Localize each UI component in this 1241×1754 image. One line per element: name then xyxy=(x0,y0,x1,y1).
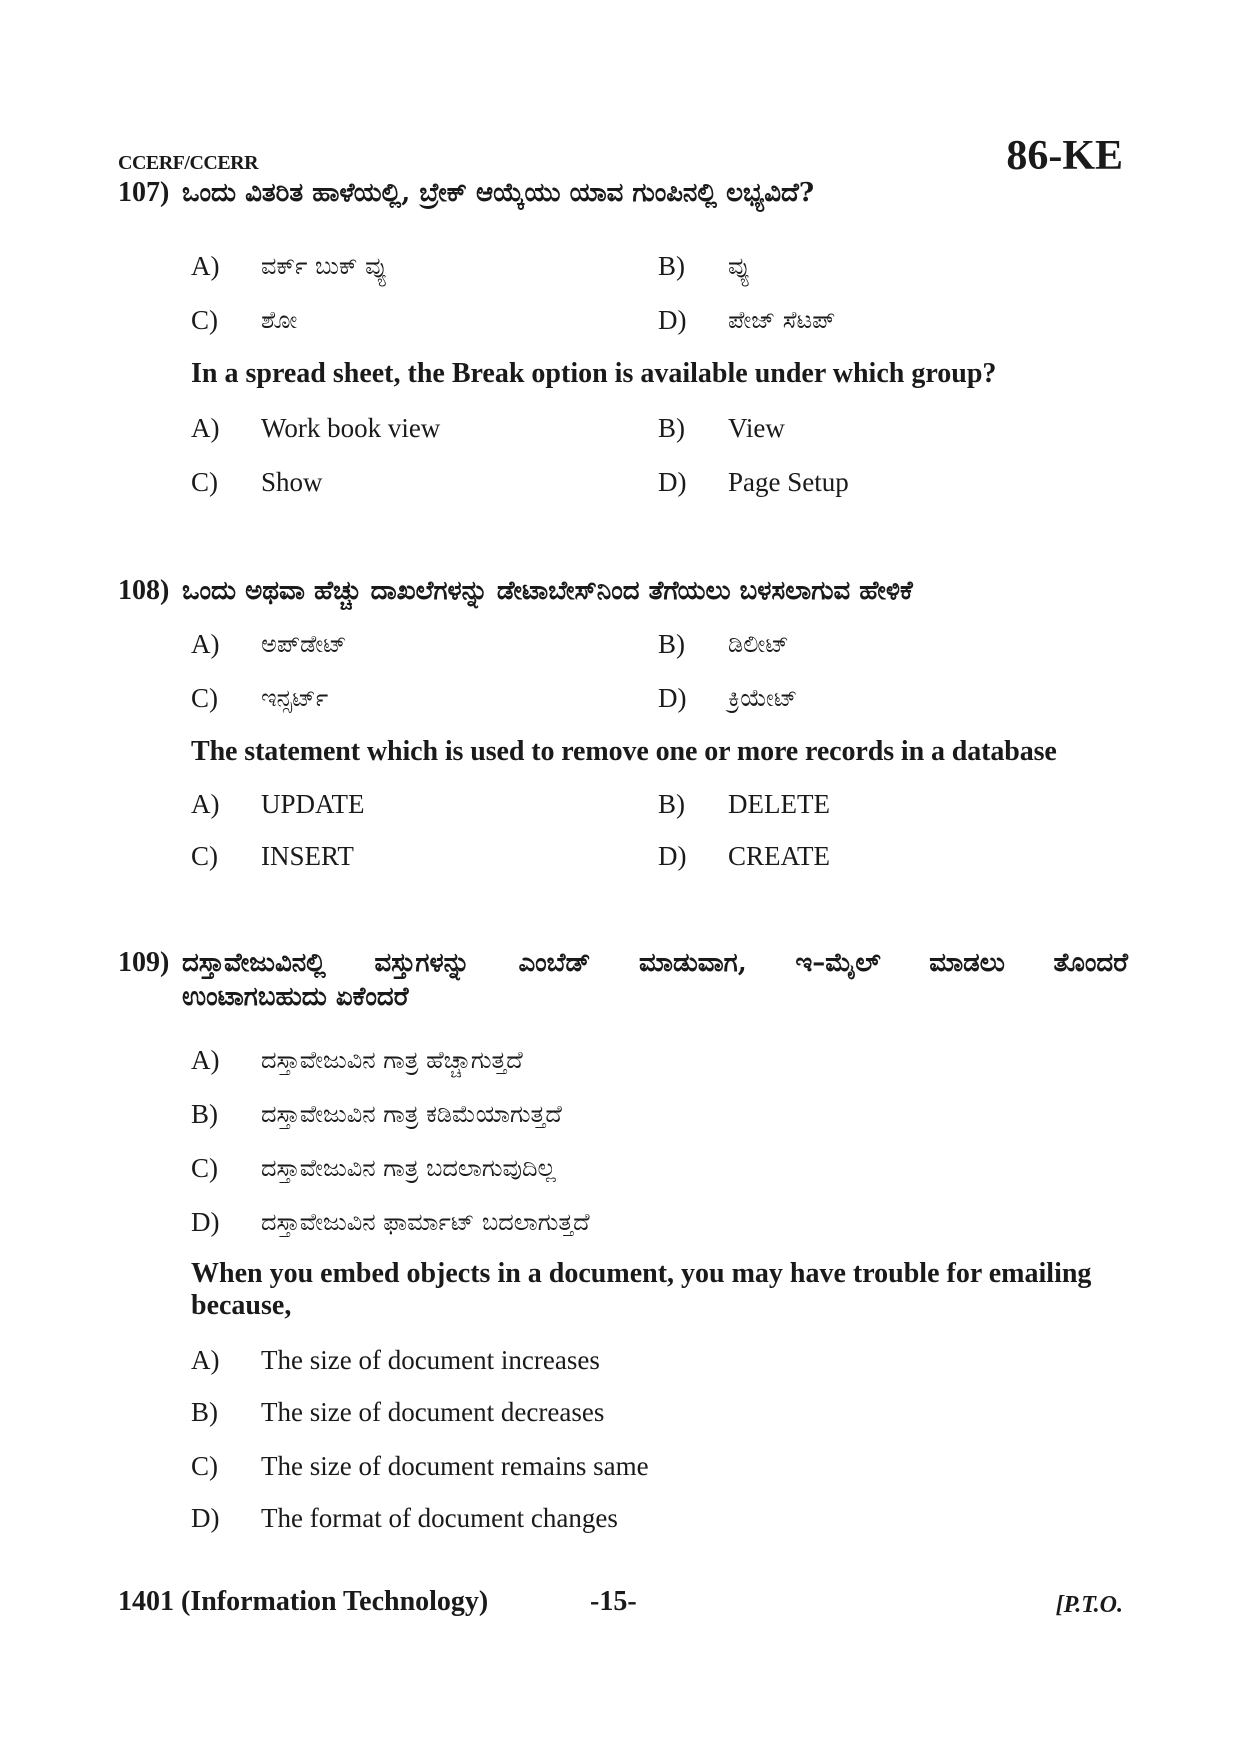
q107-en-option-c: C) Show xyxy=(191,467,323,497)
question-number: 108) xyxy=(118,575,170,606)
q109-kn-option-b: B) ದಸ್ತಾವೇಜುವಿನ ಗಾತ್ರ ಕಡಿಮೆಯಾಗುತ್ತದೆ xyxy=(191,1099,562,1129)
question-109-english xyxy=(191,1258,1121,1322)
q109-en-option-c: C) The size of document remains same xyxy=(191,1451,649,1481)
question-text-kannada: ಒಂದು ಅಥವಾ ಹೆಚ್ಚು ದಾಖಲೆಗಳನ್ನು ಡೇಟಾಬೇಸ್‌ನಿಂದ ತೆಗೆಯಲು ಬಳಸಲಾಗುವ ಹೇಳಿಕೆ xyxy=(182,576,913,606)
question-109-english-line2: because, xyxy=(191,1290,292,1321)
question-107-kannada xyxy=(118,176,1128,210)
q108-en-option-c: C) INSERT xyxy=(191,841,354,871)
page-number: -15- xyxy=(590,1586,637,1617)
please-turn-over: [P.T.O. xyxy=(1055,1592,1123,1618)
q107-kn-option-b: B) ವ್ಯು xyxy=(658,251,751,281)
question-text-kannada-line2: ಉಂಟಾಗಬಹುದು ಏಕೆಂದರೆ xyxy=(182,982,409,1012)
question-109-kannada xyxy=(118,946,1128,1014)
q107-kn-option-d: D) ಪೇಜ್ ಸೆಟಪ್ xyxy=(658,305,836,335)
question-107-english: In a spread sheet, the Break option is available under which group? xyxy=(191,358,997,389)
question-text-kannada: ಒಂದು ವಿತರಿತ ಹಾಳೆಯಲ್ಲಿ, ಬ್ರೇಕ್ ಆಯ್ಕೆಯು ಯಾವ ಗುಂಪಿನಲ್ಲಿ ಲಭ್ಯವಿದೆ? xyxy=(182,178,815,208)
q109-kn-option-c: C) ದಸ್ತಾವೇಜುವಿನ ಗಾತ್ರ ಬದಲಾಗುವುದಿಲ್ಲ xyxy=(191,1153,556,1183)
q108-en-option-a: A) UPDATE xyxy=(191,789,365,819)
q108-kn-option-b: B) ಡಿಲೀಟ್ xyxy=(658,629,789,659)
question-text-kannada-line1: ದಸ್ತಾವೇಜುವಿನಲ್ಲಿ ವಸ್ತುಗಳನ್ನು ಎಂಬೆಡ್ ಮಾಡುವಾಗ, ಇ–ಮೈಲ್ ಮಾಡಲು ತೊಂದರೆ xyxy=(182,948,1128,978)
q109-en-option-a: A) The size of document increases xyxy=(191,1345,600,1375)
q109-en-option-d: D) The format of document changes xyxy=(191,1503,618,1533)
q109-kn-option-d: D) ದಸ್ತಾವೇಜುವಿನ ಫಾರ್ಮಾಟ್ ಬದಲಾಗುತ್ತದೆ xyxy=(191,1207,590,1237)
question-number: 107) xyxy=(118,177,170,208)
question-109-english-line1: When you embed objects in a document, you may have trouble for emailing xyxy=(191,1258,1092,1289)
q107-en-option-d: D) Page Setup xyxy=(658,467,849,497)
q107-kn-option-c: C) ಶೋ xyxy=(191,305,298,335)
paper-code: 86-KE xyxy=(1006,133,1123,179)
q108-en-option-d: D) CREATE xyxy=(658,841,831,871)
q108-kn-option-d: D) ಕ್ರಿಯೇಟ್ xyxy=(658,683,798,713)
q107-kn-option-a: A) ವರ್ಕ್ ಬುಕ್ ವ್ಯು xyxy=(191,251,389,281)
question-108-kannada xyxy=(118,574,1128,608)
question-108-english: The statement which is used to remove one or more records in a database xyxy=(191,736,1057,767)
q109-en-option-b: B) The size of document decreases xyxy=(191,1397,605,1427)
q108-en-option-b: B) DELETE xyxy=(658,789,830,819)
exam-code: CCERF/CCERR xyxy=(118,152,259,174)
footer-subject: 1401 (Information Technology) xyxy=(118,1586,489,1617)
q107-en-option-a: A) Work book view xyxy=(191,413,441,443)
q108-kn-option-a: A) ಅಪ್‌ಡೇಟ್ xyxy=(191,629,347,659)
question-number: 109) xyxy=(118,947,170,978)
q108-kn-option-c: C) ಇನ್ಸರ್ಟ್ xyxy=(191,683,329,713)
q109-kn-option-a: A) ದಸ್ತಾವೇಜುವಿನ ಗಾತ್ರ ಹೆಚ್ಚಾಗುತ್ತದೆ xyxy=(191,1045,523,1075)
q107-en-option-b: B) View xyxy=(658,413,785,443)
